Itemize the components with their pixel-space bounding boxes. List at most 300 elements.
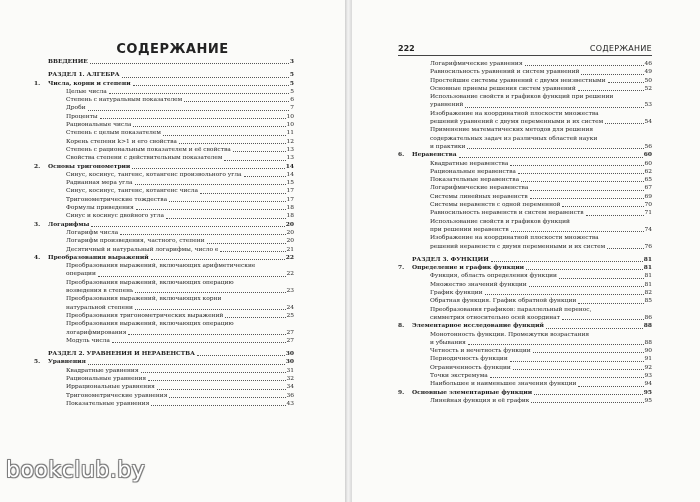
toc-entry-page: 25 <box>286 312 294 319</box>
toc-entry-page: 6 <box>290 97 294 104</box>
toc-entry <box>398 297 652 305</box>
toc-entry <box>398 201 652 209</box>
toc-entry-page: 94 <box>644 381 652 388</box>
toc-entry-title: Степень с натуральным показателем <box>66 97 183 104</box>
dot-leader <box>533 352 644 353</box>
toc-entry-page: 13 <box>286 146 294 153</box>
toc-entry-page: 71 <box>644 210 652 217</box>
dot-leader <box>578 90 644 91</box>
toc-entry <box>34 312 294 320</box>
toc-entry-title: Ограниченность функции <box>430 364 511 371</box>
toc-entry-page: 76 <box>644 243 652 250</box>
toc-entry-title: при решении неравенств <box>430 226 509 233</box>
toc-entry-title: Целые числа <box>66 88 107 95</box>
toc-entry-title: Преобразования выражений, включающих корни <box>66 296 222 303</box>
toc-entry-page: 10 <box>286 113 294 120</box>
dot-leader <box>608 82 644 83</box>
toc-entry-title: Степень с рациональным показателем и её свойства <box>66 146 231 153</box>
toc-entry <box>34 187 294 195</box>
toc-entry <box>398 397 652 405</box>
toc-entry <box>34 154 294 162</box>
toc-entry <box>34 254 294 262</box>
dot-leader <box>546 328 643 329</box>
toc-entry <box>398 118 652 126</box>
page-title: СОДЕРЖАНИЕ <box>116 42 229 57</box>
dot-leader <box>200 193 286 194</box>
dot-leader <box>531 402 643 403</box>
toc-entry-page: 81 <box>643 255 652 263</box>
toc-entry <box>34 212 294 220</box>
toc-entry <box>398 331 652 339</box>
toc-entry-title: содержательных задач из различных областей науки <box>430 135 598 142</box>
dot-leader <box>578 303 643 304</box>
page-number: 222 <box>398 44 415 53</box>
toc-entry-title: уравнений <box>430 102 464 109</box>
toc-entry-page: 21 <box>286 246 294 253</box>
toc-entry-title: Квадратные уравнения <box>66 367 139 374</box>
toc-entry-page: 93 <box>644 372 652 379</box>
toc-entry-page: 20 <box>285 220 294 228</box>
toc-entry-title: Использование свойств и графиков функций при решении <box>430 94 614 101</box>
dot-leader <box>529 286 644 287</box>
toc-entry-title: Рациональные уравнения <box>66 375 147 382</box>
toc-entry-title: Элементарное исследование функций <box>412 322 544 330</box>
toc-entry <box>34 179 294 187</box>
dot-leader <box>157 389 286 390</box>
dot-leader <box>510 165 643 166</box>
toc-entry-title: Показательные неравенства <box>430 177 520 184</box>
toc-entry-title: Преобразования тригонометрических выражений <box>66 312 224 319</box>
toc-entry <box>34 129 294 137</box>
toc-entry-title: Равносильность неравенств и систем неравенств <box>430 210 584 217</box>
toc-entry <box>34 113 294 121</box>
dot-leader <box>91 226 284 227</box>
dot-leader <box>220 251 285 252</box>
dot-leader <box>141 372 286 373</box>
toc-entry-title: Модуль числа <box>66 337 110 344</box>
dot-leader <box>581 74 643 75</box>
toc-entry-page: 95 <box>644 397 652 404</box>
toc-entry-title: Рациональные числа <box>66 122 132 129</box>
toc-entry <box>398 314 652 322</box>
toc-entry-title: Применение математических методов для решения <box>430 127 594 134</box>
toc-entry-page: 49 <box>644 69 652 76</box>
dot-leader <box>136 209 286 210</box>
toc-entry-page: 85 <box>644 298 652 305</box>
toc-entry-page: 31 <box>286 367 294 374</box>
toc-entry <box>398 193 652 201</box>
toc-entry <box>34 279 294 287</box>
toc-entry-page: 53 <box>644 102 652 109</box>
dot-leader <box>244 176 286 177</box>
toc-entry <box>34 375 294 383</box>
dot-leader <box>133 85 289 86</box>
dot-leader <box>530 190 643 191</box>
toc-entry <box>34 80 294 88</box>
toc-entry-page: 27 <box>286 337 294 344</box>
toc-entry-title: РАЗДЕЛ 1. АЛГЕБРА <box>48 71 120 79</box>
toc-entry <box>34 146 294 154</box>
toc-entry-title: Уравнения <box>48 358 86 366</box>
dot-leader <box>90 63 289 64</box>
toc-entry <box>34 270 294 278</box>
dot-leader <box>179 143 286 144</box>
dot-leader <box>151 259 285 260</box>
dot-leader <box>530 198 644 199</box>
toc-entry-page: 36 <box>286 392 294 399</box>
toc-entry-title: Преобразования графиков: параллельный перенос, <box>430 306 592 313</box>
dot-leader <box>112 342 286 343</box>
toc-entry <box>34 337 294 345</box>
toc-entry <box>398 60 652 68</box>
toc-entry-number: 9. <box>398 388 405 396</box>
toc-entry-page: 81 <box>644 281 652 288</box>
toc-entry-title: решений уравнений с двумя переменными и их систем <box>430 119 604 126</box>
toc-entry-title: Множество значений функции <box>430 281 527 288</box>
dot-leader <box>468 344 644 345</box>
toc-entry-page: 62 <box>644 168 652 175</box>
toc-entry-title: симметрия относительно осей координат <box>430 314 560 321</box>
toc-entry <box>398 364 652 372</box>
running-title: СОДЕРЖАНИЕ <box>589 44 652 53</box>
dot-leader <box>151 405 285 406</box>
toc-entry <box>398 101 652 109</box>
dot-leader <box>88 364 285 365</box>
toc-entry-title: Корень степени k>1 и его свойства <box>66 138 177 145</box>
toc-entry-title: Четность и нечетность функции <box>430 348 531 355</box>
toc-entry-page: 7 <box>290 105 294 112</box>
toc-entry <box>34 138 294 146</box>
toc-entry-page: 74 <box>644 226 652 233</box>
toc-entry <box>34 237 294 245</box>
toc-entry-page: 12 <box>286 138 294 145</box>
toc-entry-page: 24 <box>286 304 294 311</box>
toc-entry-page: 17 <box>286 196 294 203</box>
toc-entry <box>398 168 652 176</box>
dot-leader <box>578 386 643 387</box>
toc-entry-page: 88 <box>644 339 652 346</box>
toc-entry-page: 5 <box>290 88 294 95</box>
toc-entry <box>34 320 294 328</box>
dot-leader <box>166 218 285 219</box>
dot-leader <box>490 377 644 378</box>
toc-entry-title: Показательные уравнения <box>66 400 150 407</box>
dot-leader <box>122 77 289 78</box>
toc-entry-page: 34 <box>286 384 294 391</box>
dot-leader <box>586 215 644 216</box>
dot-leader <box>98 276 286 277</box>
toc-entry <box>398 143 652 151</box>
toc-entry-title: Функция, область определения функции <box>430 273 557 280</box>
toc-entry <box>34 196 294 204</box>
toc-entry <box>34 246 294 254</box>
toc-entry <box>398 243 652 251</box>
toc-entry-title: Синус и косинус двойного угла <box>66 213 165 220</box>
dot-leader <box>169 397 285 398</box>
toc-entry <box>34 367 294 375</box>
dot-leader <box>169 201 285 202</box>
toc-entry <box>398 281 652 289</box>
toc-entry-page: 18 <box>286 213 294 220</box>
toc-entry-page: 95 <box>643 388 652 396</box>
toc-entry-page: 86 <box>644 314 652 321</box>
dot-leader <box>133 126 285 127</box>
toc-entry-title: Преобразования выражений, включающих арифметические <box>66 263 256 270</box>
toc-entry-page: 14 <box>286 171 294 178</box>
dot-leader <box>100 118 286 119</box>
toc-entry-page: 43 <box>286 400 294 407</box>
toc-entry-title: Иррациональные уравнения <box>66 384 155 391</box>
toc-entry <box>34 229 294 237</box>
toc-entry <box>34 329 294 337</box>
toc-entry <box>398 209 652 217</box>
dot-leader <box>465 107 643 108</box>
dot-leader <box>120 234 285 235</box>
toc-list-right <box>398 60 652 405</box>
dot-leader <box>511 231 644 232</box>
toc-entry <box>34 171 294 179</box>
dot-leader <box>513 369 644 370</box>
dot-leader <box>233 151 286 152</box>
toc-entry-title: Логарифмические уравнения <box>430 61 523 67</box>
toc-entry-title: Логарифмы <box>48 220 90 228</box>
book-gutter <box>345 0 352 502</box>
dot-leader <box>607 248 643 249</box>
toc-entry <box>34 88 294 96</box>
toc-entry-title: Рациональные неравенства <box>430 168 516 175</box>
toc-entry-title: Свойства степени с действительным показателем <box>66 155 223 162</box>
toc-entry-title: Радианная мера угла <box>66 180 133 187</box>
toc-entry-title: Основы тригонометрии <box>48 162 131 170</box>
dot-leader <box>521 181 643 182</box>
dot-leader <box>109 93 289 94</box>
toc-entry-page: 17 <box>286 188 294 195</box>
dot-leader <box>163 135 286 136</box>
toc-entry-page: 30 <box>285 358 294 366</box>
toc-entry <box>34 163 294 171</box>
toc-entry-title: Основные элементарные функции <box>412 388 533 396</box>
toc-entry-title: Изображение на координатной плоскости множества <box>430 235 599 242</box>
toc-entry <box>398 68 652 76</box>
toc-entry <box>398 234 652 242</box>
right-page <box>352 0 700 502</box>
toc-entry-page: 18 <box>286 205 294 212</box>
toc-entry <box>398 264 652 272</box>
toc-entry-number: 4. <box>34 253 41 261</box>
toc-entry-title: Десятичный и натуральный логарифмы, число е <box>66 246 219 253</box>
toc-entry-title: Простейшие системы уравнений с двумя неизвестными <box>430 77 606 84</box>
dot-leader <box>510 361 644 362</box>
dot-leader <box>605 123 643 124</box>
toc-entry-number: 2. <box>34 162 41 170</box>
toc-entry-page: 88 <box>643 322 652 330</box>
toc-entry-page: 23 <box>286 288 294 295</box>
toc-list-left <box>34 58 294 408</box>
toc-entry-page: 11 <box>286 130 294 137</box>
toc-entry <box>398 93 652 101</box>
dot-leader <box>132 168 285 169</box>
toc-entry-title: Наибольшее и наименьшее значения функции <box>430 381 577 388</box>
toc-entry-page: 70 <box>644 202 652 209</box>
toc-entry-title: Логарифмические неравенства <box>430 185 529 192</box>
toc-entry <box>34 121 294 129</box>
dot-leader <box>135 292 285 293</box>
header-rule <box>398 55 652 56</box>
dot-leader <box>135 309 286 310</box>
toc-entry <box>34 221 294 229</box>
toc-entry-page: 60 <box>644 160 652 167</box>
toc-entry-title: Линейная функция и её график <box>430 397 530 404</box>
toc-entry <box>398 389 652 397</box>
toc-entry <box>398 289 652 297</box>
toc-entry-number: 3. <box>34 220 41 228</box>
toc-entry-page: 13 <box>286 155 294 162</box>
toc-entry-page: 52 <box>644 85 652 92</box>
toc-entry <box>398 110 652 118</box>
toc-entry-number: 1. <box>34 79 41 87</box>
toc-entry-title: Определение и график функции <box>412 264 525 272</box>
dot-leader <box>88 110 290 111</box>
toc-entry <box>398 347 652 355</box>
toc-entry <box>34 96 294 104</box>
dot-leader <box>128 334 285 335</box>
dot-leader <box>459 157 643 158</box>
dot-leader <box>197 355 285 356</box>
toc-entry <box>398 176 652 184</box>
toc-entry-title: Монотонность функции. Промежутки возрастания <box>430 331 590 338</box>
left-page <box>0 0 345 502</box>
toc-entry <box>398 160 652 168</box>
toc-entry-title: Неравенства <box>412 151 457 159</box>
toc-entry <box>34 295 294 303</box>
toc-entry-title: и убывания <box>430 339 466 346</box>
toc-entry-number: 6. <box>398 151 405 159</box>
toc-entry <box>398 272 652 280</box>
toc-entry <box>398 126 652 134</box>
toc-entry-page: 46 <box>644 61 652 67</box>
toc-entry <box>34 204 294 212</box>
toc-entry-page: 20 <box>286 229 294 236</box>
toc-entry <box>34 400 294 408</box>
toc-entry-title: Степень с целым показателем <box>66 130 161 137</box>
toc-entry <box>34 304 294 312</box>
toc-entry-number: 5. <box>34 358 41 366</box>
toc-entry-page: 30 <box>285 350 294 358</box>
toc-entry-page: 3 <box>289 58 294 65</box>
toc-entry-title: Использование свойств и графиков функций <box>430 218 570 225</box>
toc-entry-title: Системы неравенств с одной переменной <box>430 202 561 209</box>
toc-entry-title: Синус, косинус, тангенс, котангенс числа <box>66 188 198 195</box>
toc-entry-number: 7. <box>398 264 405 272</box>
toc-entry-page: 54 <box>644 119 652 126</box>
dot-leader <box>559 278 644 279</box>
toc-entry-page: 56 <box>644 143 652 150</box>
dot-leader <box>526 269 643 270</box>
toc-entry-page: 81 <box>643 264 652 272</box>
toc-entry-number: 8. <box>398 322 405 330</box>
toc-entry-page: 92 <box>644 364 652 371</box>
toc-entry <box>398 85 652 93</box>
toc-entry <box>398 226 652 234</box>
toc-entry-page: 60 <box>643 151 652 159</box>
dot-leader <box>225 317 285 318</box>
toc-entry <box>34 71 294 79</box>
toc-entry-title: Тригонометрические уравнения <box>66 392 168 399</box>
toc-entry-page: 65 <box>644 177 652 184</box>
dot-leader <box>224 160 285 161</box>
toc-entry-page: 22 <box>286 271 294 278</box>
toc-entry-page: 69 <box>644 193 652 200</box>
toc-entry <box>398 322 652 330</box>
toc-entry <box>398 339 652 347</box>
toc-entry-title: Квадратные неравенства <box>430 160 509 167</box>
toc-entry-page: 5 <box>289 79 294 87</box>
toc-entry-page: 91 <box>644 356 652 363</box>
toc-entry <box>398 355 652 363</box>
toc-entry-title: РАЗДЕЛ 3. ФУНКЦИИ <box>412 255 489 263</box>
dot-leader <box>562 319 644 320</box>
toc-entry-title: Преобразования выражений, включающих операцию <box>66 321 234 328</box>
dot-leader <box>148 380 285 381</box>
dot-leader <box>184 101 289 102</box>
toc-entry-page: 81 <box>644 273 652 280</box>
toc-entry <box>34 58 294 66</box>
toc-entry-title: Тригонометрические тождества <box>66 196 168 203</box>
toc-entry <box>398 372 652 380</box>
toc-entry-title: логарифмирования <box>66 329 127 336</box>
toc-entry-title: Формулы приведения <box>66 205 134 212</box>
toc-entry-title: Преобразования выражений, включающих операцию <box>66 279 234 286</box>
toc-entry <box>34 287 294 295</box>
toc-entry <box>398 256 652 264</box>
dot-leader <box>207 243 286 244</box>
toc-entry-title: Равносильность уравнений и систем уравнений <box>430 69 580 76</box>
toc-entry <box>34 104 294 112</box>
toc-entry-title: и практики <box>430 143 466 150</box>
toc-entry-page: 32 <box>286 375 294 382</box>
toc-entry-title: Изображение на координатной плоскости множества <box>430 110 599 117</box>
toc-entry <box>34 350 294 358</box>
toc-entry-title: РАЗДЕЛ 2. УРАВНЕНИЯ И НЕРАВЕНСТВА <box>48 350 195 358</box>
toc-entry-title: операции <box>66 271 96 278</box>
dot-leader <box>135 184 286 185</box>
toc-entry-title: натуральной степени <box>66 304 133 311</box>
toc-entry-title: Логарифм числа <box>66 229 119 236</box>
toc-entry <box>398 151 652 159</box>
toc-entry <box>398 218 652 226</box>
toc-entry-title: Проценты <box>66 113 98 120</box>
toc-entry <box>398 184 652 192</box>
toc-entry-title: Периодичность функции <box>430 356 508 363</box>
toc-entry-page: 5 <box>289 71 294 79</box>
toc-entry-title: возведения в степень <box>66 288 134 295</box>
toc-entry <box>34 358 294 366</box>
toc-entry-page: 20 <box>286 238 294 245</box>
dot-leader <box>491 261 643 262</box>
toc-entry <box>398 135 652 143</box>
toc-entry <box>398 306 652 314</box>
dot-leader <box>518 173 644 174</box>
toc-entry-page: 10 <box>286 122 294 129</box>
watermark: bookclub.by <box>6 458 146 483</box>
toc-entry <box>398 77 652 85</box>
toc-entry-page: 82 <box>644 290 652 297</box>
dot-leader <box>534 394 643 395</box>
dot-leader <box>525 65 644 66</box>
toc-entry-page: 27 <box>286 329 294 336</box>
toc-entry-title: Системы линейных неравенств <box>430 193 528 200</box>
toc-entry-title: Преобразования выражений <box>48 253 149 261</box>
